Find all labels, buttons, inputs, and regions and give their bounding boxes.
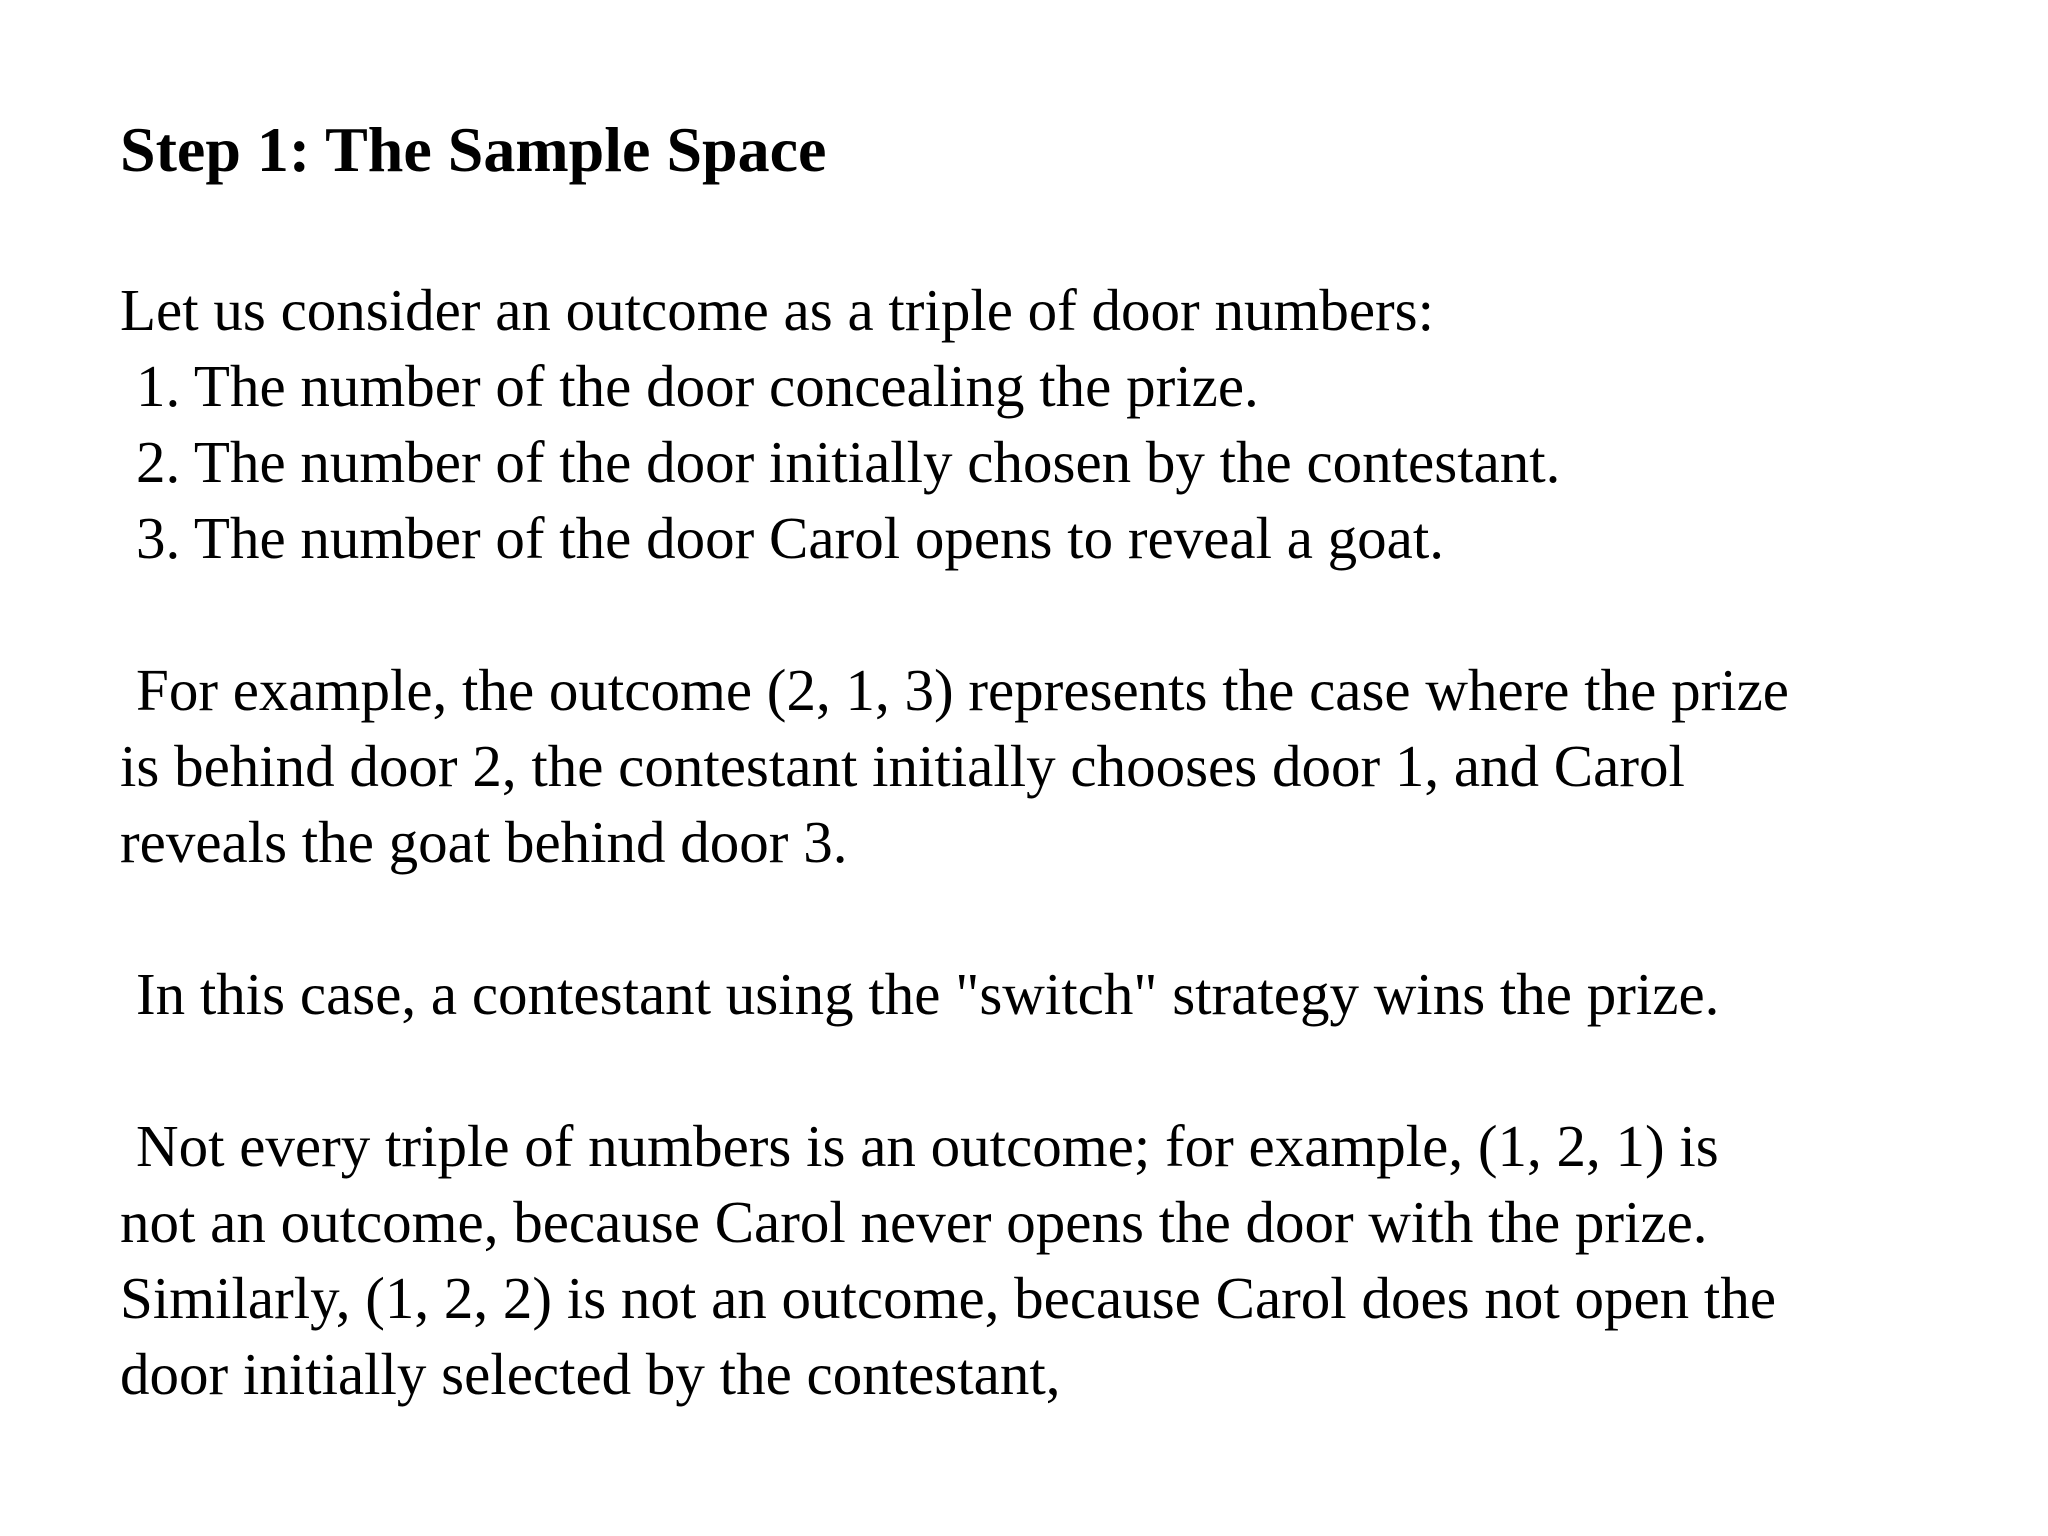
not-outcome-line-1: Not every triple of numbers is an outcome; for example, (1, 2, 1) is — [136, 1113, 1719, 1179]
intro-line: Let us consider an outcome as a triple of door numbers: — [120, 277, 1435, 343]
list-item-2: 2. The number of the door initially chosen by the contestant. — [136, 429, 1561, 495]
switch-note: In this case, a contestant using the "switch" strategy wins the prize. — [136, 961, 1720, 1027]
list-item-1: 1. The number of the door concealing the prize. — [136, 353, 1259, 419]
example-line-2: is behind door 2, the contestant initially chooses door 1, and Carol — [120, 733, 1685, 799]
slide — [120, 0, 1980, 1536]
list-item-3: 3. The number of the door Carol opens to reveal a goat. — [136, 505, 1444, 571]
not-outcome-line-2: not an outcome, because Carol never opens the door with the prize. — [120, 1189, 1708, 1255]
not-outcome-line-4: door initially selected by the contestant, — [120, 1341, 1061, 1407]
slide-title: Step 1: The Sample Space — [120, 114, 827, 185]
example-line-3: reveals the goat behind door 3. — [120, 809, 848, 875]
example-line-1: For example, the outcome (2, 1, 3) represents the case where the prize — [136, 657, 1789, 723]
not-outcome-line-3: Similarly, (1, 2, 2) is not an outcome, because Carol does not open the — [120, 1265, 1777, 1331]
